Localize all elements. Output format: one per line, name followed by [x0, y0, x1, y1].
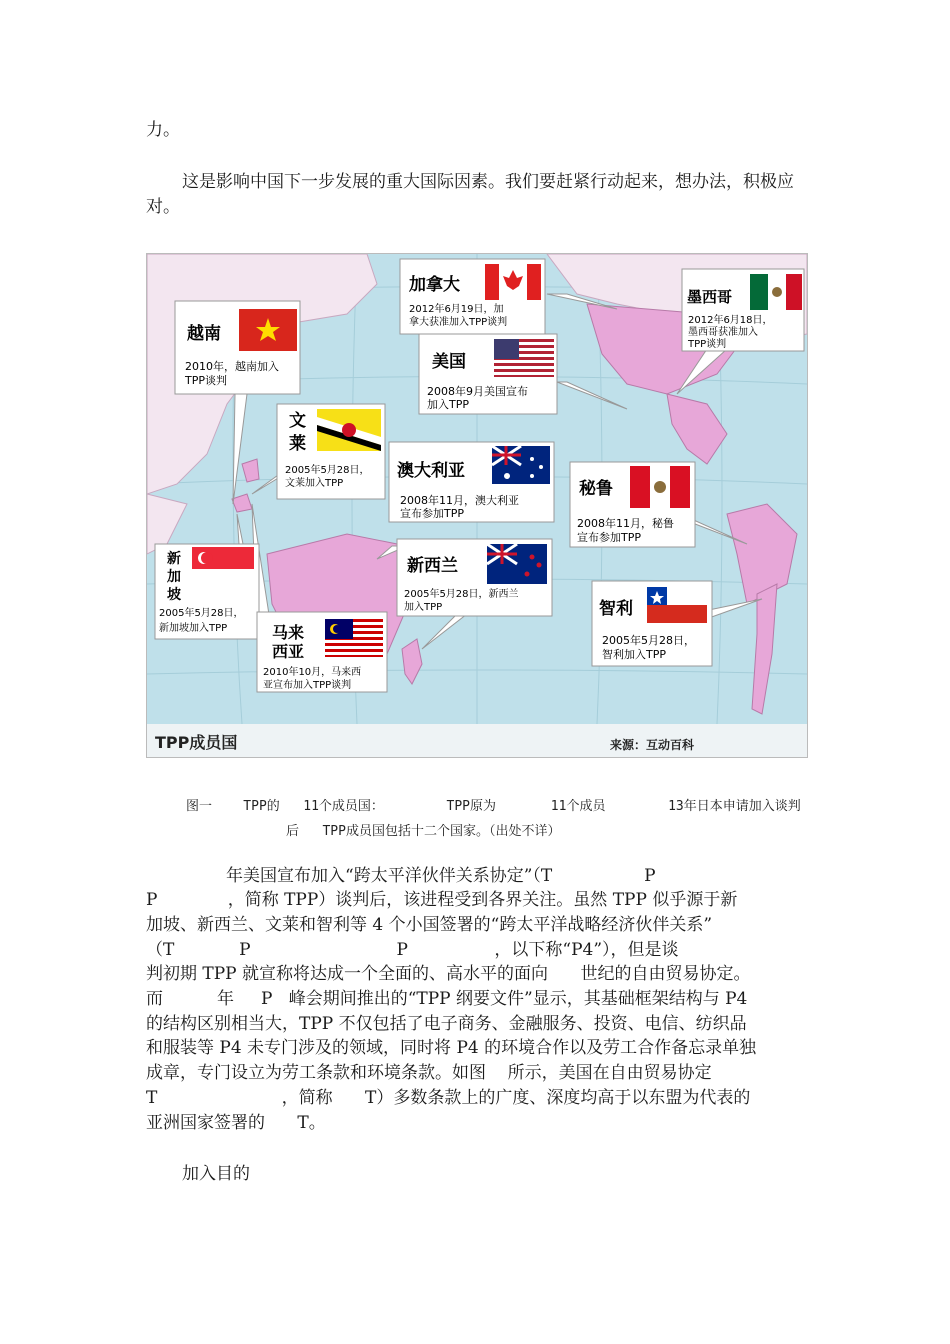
mexico-desc1: 2012年6月18日，: [688, 315, 773, 326]
peru-name: 秘鲁: [579, 479, 613, 499]
peru-desc1: 2008年11月，秘鲁: [577, 517, 674, 530]
singapore-name-2: 加: [167, 569, 181, 585]
vietnam-desc1: 2010年，越南加入: [185, 360, 279, 373]
callout-australia: [389, 442, 554, 522]
malaysia-desc2: 亚宣布加入TPP谈判: [263, 680, 352, 691]
chile-desc2: 智利加入TPP: [602, 648, 666, 661]
callout-singapore: [155, 544, 259, 639]
body-line-7: 的结构区别相当大，TPP 不仅包括了电子商务、金融服务、投资、电信、纺织品: [146, 1014, 747, 1034]
malaysia-desc1: 2010年10月，马来西: [263, 667, 362, 678]
vietnam-name: 越南: [187, 324, 221, 344]
callout-chile: [592, 581, 712, 666]
text-line-top: 力。: [146, 120, 180, 140]
usa-flag-icon: [494, 339, 554, 377]
mexico-desc3: TPP谈判: [688, 339, 727, 350]
malaysia-name-2: 西亚: [272, 642, 305, 661]
australia-desc1: 2008年11月，澳大利亚: [400, 494, 519, 507]
newzealand-desc1: 2005年5月28日，新西兰: [404, 589, 519, 600]
callout-canada: [400, 259, 545, 334]
canada-name: 加拿大: [409, 275, 460, 295]
body-line-2: P ，简称 TPP）谈判后，该进程受到各界关注。虽然 TPP 似乎源于新: [146, 890, 738, 910]
map-title: TPP成员国: [155, 733, 238, 752]
body-line-11: 亚洲国家签署的 T。: [146, 1113, 326, 1133]
body-line-4: （T P P ，以下称“P4”），但是谈: [146, 940, 679, 960]
mexico-desc2: 墨西哥获准加入: [688, 327, 758, 338]
callout-newzealand: [397, 539, 552, 616]
usa-name: 美国: [432, 352, 466, 372]
body-line-3: 加坡、新西兰、文莱和智利等 4 个小国签署的“跨太平洋战略经济伙伴关系”: [146, 915, 713, 935]
body-line-10: T ，简称 T）多数条款上的广度、深度均高于以东盟为代表的: [146, 1088, 751, 1108]
mexico-flag-icon: [750, 274, 802, 310]
singapore-name-1: 新: [167, 551, 181, 567]
chile-name: 智利: [599, 599, 633, 619]
brunei-name-1: 文: [289, 411, 306, 431]
brunei-flag-icon: [317, 409, 381, 451]
australia-name: 澳大利亚: [397, 461, 465, 481]
body-line-6: 而 年 P 峰会期间推出的“TPP 纲要文件”显示，其基础框架结构与 P4: [146, 989, 748, 1009]
body-line-5: 判初期 TPP 就宣称将达成一个全面的、高水平的面向 世纪的自由贸易协定。: [146, 964, 751, 984]
peru-desc2: 宣布参加TPP: [577, 531, 641, 544]
malaysia-name-1: 马来: [272, 623, 305, 642]
callout-mexico: [682, 269, 804, 351]
singapore-flag-icon: [192, 547, 254, 589]
body-line-9: 成章，专门设立为劳工条款和环境条款。如图 所示，美国在自由贸易协定: [146, 1063, 712, 1083]
newzealand-flag-icon: [487, 544, 547, 584]
body-line-8: 和服装等 P4 未专门涉及的领域，同时将 P4 的环境合作以及劳工合作备忘录单独: [146, 1038, 757, 1058]
mexico-name: 墨西哥: [687, 288, 733, 306]
vietnam-desc2: TPP谈判: [185, 374, 227, 387]
peru-flag-icon: [630, 466, 690, 508]
newzealand-desc2: 加入TPP: [404, 602, 443, 613]
singapore-name-3: 坡: [167, 587, 181, 603]
vietnam-flag-icon: [239, 309, 297, 351]
callout-usa: [419, 334, 557, 414]
canada-desc1: 2012年6月19日，加: [409, 304, 504, 315]
figure-caption-line2: 后 TPP成员国包括十二个国家。（出处不详）: [286, 824, 561, 839]
figure-caption-line1: 图一 TPP的 11个成员国： TPP原为 11个成员 13年日本申请加入谈判: [186, 799, 801, 814]
chile-desc1: 2005年5月28日，: [602, 634, 695, 647]
australia-flag-icon: [492, 446, 550, 484]
callout-peru: [570, 462, 695, 547]
callout-malaysia: [257, 612, 387, 692]
brunei-desc2: 文莱加入TPP: [285, 478, 344, 489]
singapore-desc2: 新加坡加入TPP: [159, 623, 228, 634]
callout-brunei: [277, 404, 385, 499]
brunei-name-2: 莱: [289, 434, 306, 454]
newzealand-name: 新西兰: [407, 556, 458, 576]
map-source: 来源：互动百科: [610, 738, 695, 752]
usa-desc2: 加入TPP: [427, 398, 469, 411]
australia-desc2: 宣布参加TPP: [400, 507, 464, 520]
tpp-member-map: [146, 253, 808, 758]
malaysia-flag-icon: [325, 619, 383, 657]
callout-vietnam: [175, 301, 300, 394]
paragraph-intro: 这是影响中国下一步发展的重大国际因素。我们要赶紧行动起来，想办法，积极应对。: [146, 172, 794, 217]
brunei-desc1: 2005年5月28日，: [285, 465, 370, 476]
canada-desc2: 拿大获准加入TPP谈判: [409, 317, 508, 328]
singapore-desc1: 2005年5月28日，: [159, 608, 244, 619]
section-heading: 加入目的: [182, 1164, 250, 1184]
body-line-1: 年美国宣布加入“跨太平洋伙伴关系协定”（T P: [226, 866, 656, 886]
usa-desc1: 2008年9月美国宣布: [427, 385, 528, 398]
canada-flag-icon: [485, 264, 541, 300]
chile-flag-icon: [647, 587, 707, 623]
